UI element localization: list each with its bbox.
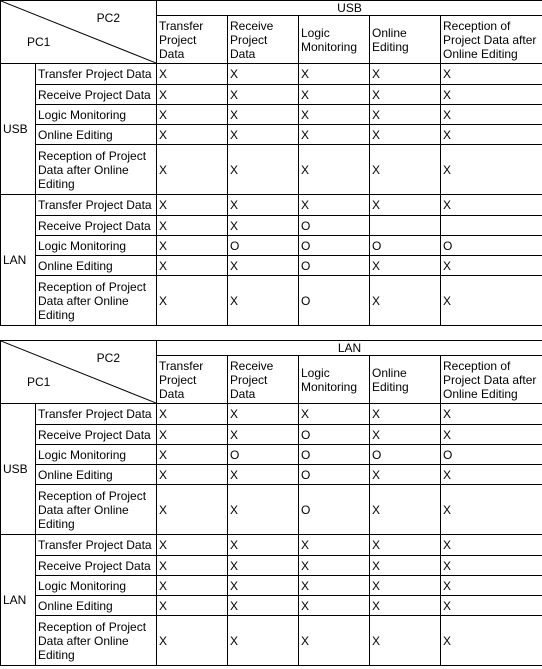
compatibility-table-lan — [0, 340, 542, 666]
compat-cell: X — [157, 85, 228, 105]
compat-cell — [441, 216, 542, 236]
row-label: Online Editing — [36, 256, 157, 276]
compatibility-table-usb — [0, 0, 542, 326]
diagonal-divider — [1, 1, 156, 63]
row-label: Receive Project Data — [36, 425, 157, 445]
compat-cell: X — [157, 445, 228, 465]
column-header: Transfer Project Data — [157, 16, 228, 64]
compat-cell: X — [299, 85, 370, 105]
compat-cell: X — [157, 256, 228, 276]
row-label: Logic Monitoring — [36, 105, 157, 125]
group-label: USB — [1, 64, 36, 195]
compat-cell: X — [441, 425, 542, 445]
compat-cell: X — [228, 256, 299, 276]
compat-cell: X — [299, 145, 370, 195]
row-label: Logic Monitoring — [36, 236, 157, 256]
compat-cell: X — [228, 276, 299, 326]
row-label: Online Editing — [36, 465, 157, 485]
compat-cell: X — [441, 276, 542, 326]
table-row — [1, 485, 542, 535]
pc2-label: PC2 — [96, 11, 120, 25]
compat-cell: X — [228, 85, 299, 105]
compat-cell: X — [370, 85, 441, 105]
compat-cell: X — [228, 145, 299, 195]
table-row — [1, 195, 542, 216]
table-row — [1, 216, 542, 236]
table-row — [1, 276, 542, 326]
compat-cell: O — [441, 236, 542, 256]
row-label: Receive Project Data — [36, 85, 157, 105]
compat-cell: X — [299, 105, 370, 125]
compat-cell: X — [228, 535, 299, 556]
table-row — [1, 535, 542, 556]
group-label: LAN — [1, 535, 36, 666]
row-label: Reception of Project Data after Online Editing — [36, 145, 157, 195]
compat-cell: X — [370, 64, 441, 85]
compat-cell: O — [228, 445, 299, 465]
corner-header — [1, 341, 157, 404]
compat-cell: X — [157, 276, 228, 326]
compat-cell: O — [441, 445, 542, 465]
row-label: Transfer Project Data — [36, 535, 157, 556]
compat-cell: X — [157, 195, 228, 216]
compat-cell: X — [441, 125, 542, 145]
compat-cell: X — [299, 404, 370, 425]
table-row — [1, 64, 542, 85]
column-header: Reception of Project Data after Online Editing — [441, 16, 542, 64]
compat-cell: X — [441, 485, 542, 535]
compat-cell: X — [157, 556, 228, 576]
group-label: LAN — [1, 195, 36, 326]
compat-cell: X — [157, 145, 228, 195]
compat-cell: X — [228, 64, 299, 85]
header-row-connection — [1, 341, 542, 356]
compat-cell: X — [441, 64, 542, 85]
compat-cell: O — [370, 445, 441, 465]
compat-cell: O — [299, 445, 370, 465]
column-header: Online Editing — [370, 356, 441, 404]
table-row — [1, 576, 542, 596]
compat-cell: X — [157, 465, 228, 485]
compat-cell: X — [157, 485, 228, 535]
row-label: Reception of Project Data after Online Editing — [36, 616, 157, 666]
row-label: Transfer Project Data — [36, 64, 157, 85]
compat-cell: X — [157, 616, 228, 666]
compat-cell: X — [370, 576, 441, 596]
compat-cell: X — [228, 596, 299, 616]
compat-cell: X — [228, 404, 299, 425]
column-header: Logic Monitoring — [299, 356, 370, 404]
table-row — [1, 465, 542, 485]
connection-header: LAN — [157, 341, 542, 356]
compat-cell: X — [157, 236, 228, 256]
compat-cell: X — [370, 125, 441, 145]
compat-cell: X — [228, 556, 299, 576]
compat-cell: X — [299, 556, 370, 576]
group-label: USB — [1, 404, 36, 535]
table-row — [1, 616, 542, 666]
compat-cell — [370, 216, 441, 236]
compat-cell: X — [157, 535, 228, 556]
compat-cell: O — [299, 425, 370, 445]
compat-cell: O — [299, 216, 370, 236]
compat-cell: X — [228, 616, 299, 666]
row-label: Reception of Project Data after Online Editing — [36, 485, 157, 535]
compat-cell: X — [370, 485, 441, 535]
compat-cell: X — [370, 276, 441, 326]
compat-cell: X — [299, 64, 370, 85]
pc1-label: PC1 — [27, 375, 51, 389]
compat-cell: X — [299, 195, 370, 216]
compat-cell: X — [370, 145, 441, 195]
compat-cell: X — [228, 425, 299, 445]
column-header: Receive Project Data — [228, 356, 299, 404]
row-label: Reception of Project Data after Online Editing — [36, 276, 157, 326]
table-row — [1, 145, 542, 195]
table-row — [1, 596, 542, 616]
table-row — [1, 404, 542, 425]
compat-cell: X — [441, 195, 542, 216]
compat-cell: X — [299, 576, 370, 596]
compat-cell: X — [228, 195, 299, 216]
compat-cell: X — [299, 125, 370, 145]
compat-cell: X — [370, 465, 441, 485]
column-header: Receive Project Data — [228, 16, 299, 64]
column-header: Transfer Project Data — [157, 356, 228, 404]
compat-cell: X — [441, 576, 542, 596]
compat-cell: X — [228, 125, 299, 145]
compat-cell: X — [441, 465, 542, 485]
compat-cell: X — [370, 256, 441, 276]
compat-cell: X — [441, 616, 542, 666]
compat-cell: X — [228, 576, 299, 596]
table-row — [1, 125, 542, 145]
row-label: Logic Monitoring — [36, 576, 157, 596]
compat-cell: X — [299, 535, 370, 556]
diagonal-divider — [1, 341, 156, 403]
row-label: Transfer Project Data — [36, 195, 157, 216]
compat-cell: X — [370, 425, 441, 445]
compat-cell: X — [157, 425, 228, 445]
compat-cell: X — [228, 105, 299, 125]
compat-cell: O — [299, 276, 370, 326]
compat-cell: X — [441, 105, 542, 125]
column-header: Logic Monitoring — [299, 16, 370, 64]
compat-cell: O — [299, 465, 370, 485]
table-row — [1, 256, 542, 276]
compat-cell: X — [441, 256, 542, 276]
table-row — [1, 105, 542, 125]
compat-cell: X — [299, 616, 370, 666]
compat-cell: X — [370, 596, 441, 616]
row-label: Logic Monitoring — [36, 445, 157, 465]
compat-cell: X — [228, 216, 299, 236]
compat-cell: X — [299, 596, 370, 616]
compat-cell: X — [441, 85, 542, 105]
compat-cell: X — [441, 404, 542, 425]
table-row — [1, 85, 542, 105]
compat-cell: X — [441, 556, 542, 576]
table-row — [1, 236, 542, 256]
compat-cell: X — [441, 145, 542, 195]
compat-cell: X — [228, 485, 299, 535]
compat-cell: X — [157, 404, 228, 425]
compat-cell: X — [157, 125, 228, 145]
row-label: Transfer Project Data — [36, 404, 157, 425]
pc2-label: PC2 — [96, 351, 120, 365]
pc1-label: PC1 — [27, 35, 51, 49]
compat-cell: X — [157, 216, 228, 236]
row-label: Online Editing — [36, 125, 157, 145]
compat-cell: X — [157, 576, 228, 596]
table-row — [1, 445, 542, 465]
compat-cell: X — [441, 535, 542, 556]
table-row — [1, 556, 542, 576]
row-label: Online Editing — [36, 596, 157, 616]
compat-cell: O — [228, 236, 299, 256]
row-label: Receive Project Data — [36, 556, 157, 576]
compat-cell: O — [370, 236, 441, 256]
compat-cell: X — [157, 105, 228, 125]
row-label: Receive Project Data — [36, 216, 157, 236]
compat-cell: X — [370, 195, 441, 216]
compat-cell: X — [157, 596, 228, 616]
compat-cell: X — [228, 465, 299, 485]
compat-cell: X — [370, 105, 441, 125]
column-header: Reception of Project Data after Online Editing — [441, 356, 542, 404]
connection-header: USB — [157, 1, 542, 16]
compat-cell: O — [299, 256, 370, 276]
compat-cell: O — [299, 236, 370, 256]
compat-cell: X — [157, 64, 228, 85]
table-row — [1, 425, 542, 445]
compat-cell: X — [370, 404, 441, 425]
compat-cell: X — [370, 616, 441, 666]
compat-cell: X — [441, 596, 542, 616]
compat-cell: X — [370, 535, 441, 556]
column-header: Online Editing — [370, 16, 441, 64]
corner-header — [1, 1, 157, 64]
compat-cell: X — [370, 556, 441, 576]
compat-cell: O — [299, 485, 370, 535]
header-row-connection — [1, 1, 542, 16]
